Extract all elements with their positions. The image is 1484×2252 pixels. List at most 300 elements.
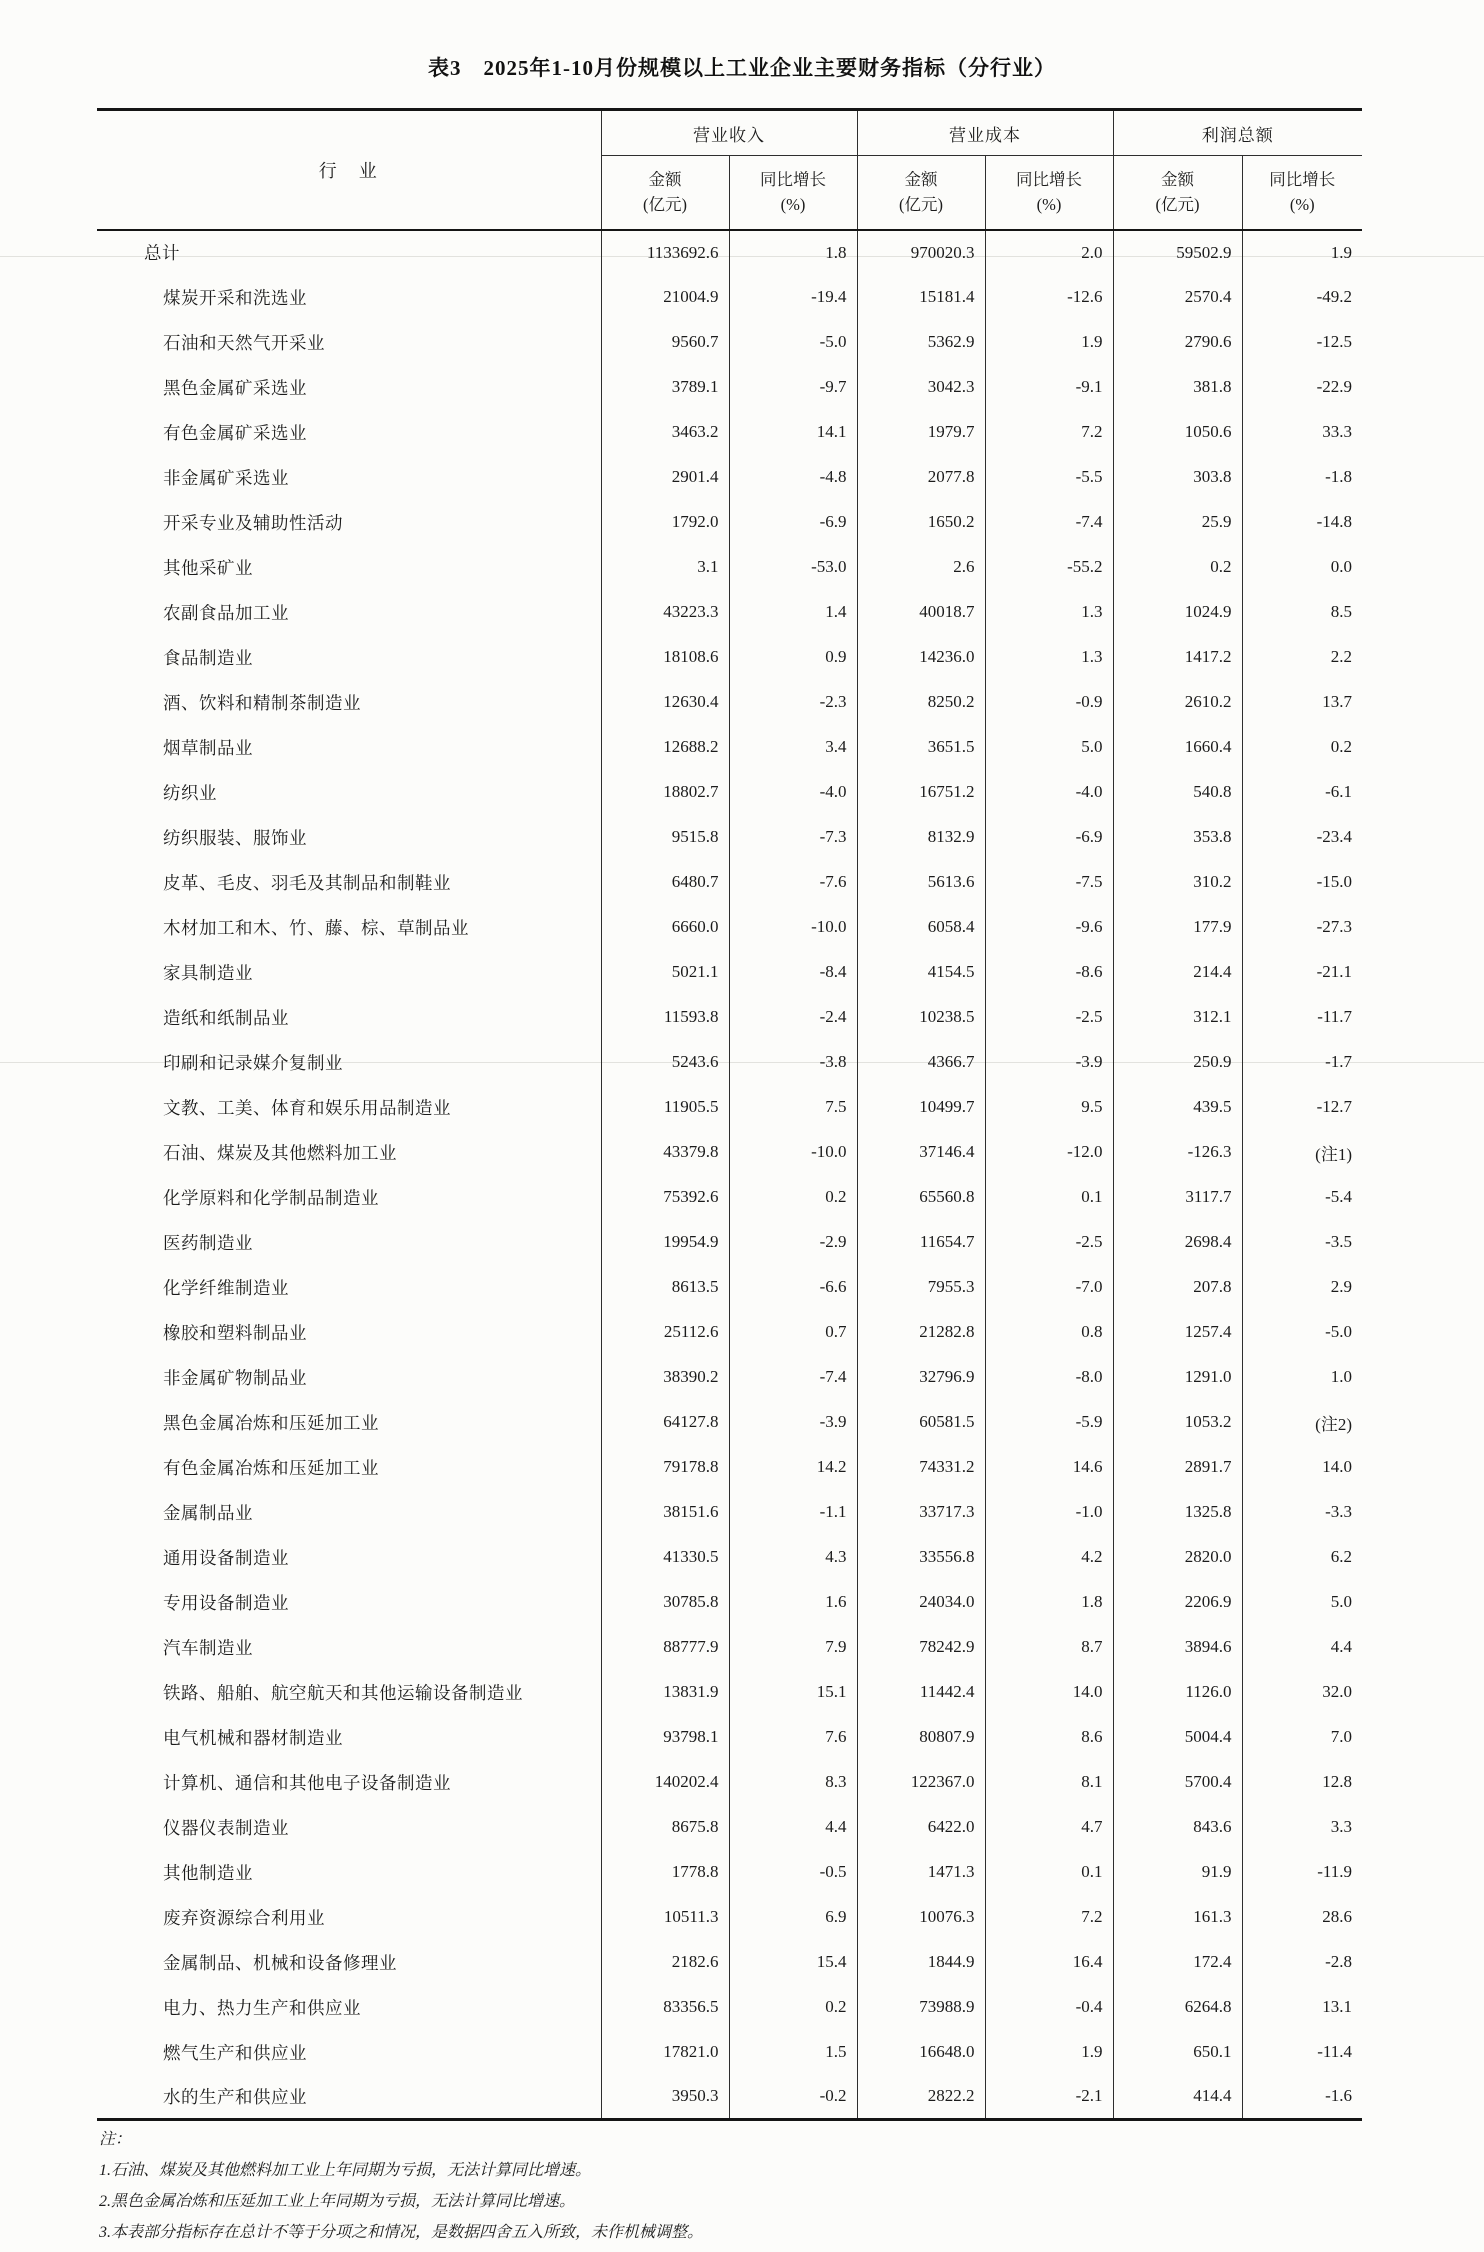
value-cell: 65560.8 xyxy=(857,1175,985,1220)
value-cell: -2.5 xyxy=(985,995,1113,1040)
value-cell: 13.7 xyxy=(1242,680,1362,725)
value-cell: 1.9 xyxy=(985,2030,1113,2075)
value-cell: 5.0 xyxy=(985,725,1113,770)
group-header-row xyxy=(97,110,1362,156)
value-cell: -0.5 xyxy=(729,1850,857,1895)
table-row xyxy=(97,860,1362,905)
value-cell: 74331.2 xyxy=(857,1445,985,1490)
value-cell: -19.4 xyxy=(729,275,857,320)
value-cell: 43223.3 xyxy=(601,590,729,635)
value-cell: 0.1 xyxy=(985,1175,1113,1220)
value-cell: 3894.6 xyxy=(1113,1625,1242,1670)
value-cell: -53.0 xyxy=(729,545,857,590)
value-cell: 2698.4 xyxy=(1113,1220,1242,1265)
sub-header-revenue-amount xyxy=(601,156,729,230)
value-cell: 4.4 xyxy=(729,1805,857,1850)
value-cell: 59502.9 xyxy=(1113,230,1242,275)
growth-label: 同比增长 xyxy=(1016,170,1082,190)
sub-header-profit-growth xyxy=(1242,156,1362,230)
value-cell: 0.2 xyxy=(1113,545,1242,590)
value-cell: -1.1 xyxy=(729,1490,857,1535)
table-row xyxy=(97,2030,1362,2075)
value-cell: 64127.8 xyxy=(601,1400,729,1445)
value-cell: 7.5 xyxy=(729,1085,857,1130)
value-cell: 177.9 xyxy=(1113,905,1242,950)
value-cell: 13831.9 xyxy=(601,1670,729,1715)
value-cell: 1.8 xyxy=(985,1580,1113,1625)
value-cell: 0.1 xyxy=(985,1850,1113,1895)
sub-header-cost-growth xyxy=(985,156,1113,230)
growth-unit: (%) xyxy=(1036,195,1062,215)
value-cell: 16.4 xyxy=(985,1940,1113,1985)
value-cell: 14236.0 xyxy=(857,635,985,680)
value-cell: 2820.0 xyxy=(1113,1535,1242,1580)
industry-label: 化学原料和化学制品制造业 xyxy=(163,1187,379,1208)
value-cell: -5.4 xyxy=(1242,1175,1362,1220)
industry-label: 纺织服装、服饰业 xyxy=(163,827,307,848)
amount-label: 金额 xyxy=(1161,170,1194,190)
value-cell: 303.8 xyxy=(1113,455,1242,500)
value-cell: -12.0 xyxy=(985,1130,1113,1175)
value-cell: -15.0 xyxy=(1242,860,1362,905)
page-title: 表3 2025年1-10月份规模以上工业企业主要财务指标（分行业） xyxy=(428,56,1056,80)
table-row xyxy=(97,635,1362,680)
table-row xyxy=(97,995,1362,1040)
value-cell: 1053.2 xyxy=(1113,1400,1242,1445)
value-cell: 91.9 xyxy=(1113,1850,1242,1895)
value-cell: -1.7 xyxy=(1242,1040,1362,1085)
value-cell: 0.8 xyxy=(985,1310,1113,1355)
value-cell: 3463.2 xyxy=(601,410,729,455)
value-cell: -9.6 xyxy=(985,905,1113,950)
value-cell: -4.8 xyxy=(729,455,857,500)
value-cell: 14.6 xyxy=(985,1445,1113,1490)
value-cell: 93798.1 xyxy=(601,1715,729,1760)
growth-label: 同比增长 xyxy=(760,170,826,190)
table-row xyxy=(97,1535,1362,1580)
value-cell: 5243.6 xyxy=(601,1040,729,1085)
industry-label: 皮革、毛皮、羽毛及其制品和制鞋业 xyxy=(163,872,451,893)
industry-label: 计算机、通信和其他电子设备制造业 xyxy=(163,1772,451,1793)
value-cell: -1.6 xyxy=(1242,2075,1362,2120)
value-cell: 0.9 xyxy=(729,635,857,680)
value-cell: 0.0 xyxy=(1242,545,1362,590)
industry-label: 非金属矿采选业 xyxy=(163,467,289,488)
value-cell: 843.6 xyxy=(1113,1805,1242,1850)
value-cell: -1.0 xyxy=(985,1490,1113,1535)
value-cell: 381.8 xyxy=(1113,365,1242,410)
table-body xyxy=(97,230,1362,2120)
value-cell: 1979.7 xyxy=(857,410,985,455)
note-item: 3.本表部分指标存在总计不等于分项之和情况，是数据四舍五入所致，未作机械调整。 xyxy=(99,2224,704,2241)
value-cell: -7.4 xyxy=(985,500,1113,545)
table-row xyxy=(97,1805,1362,1850)
value-cell: 7.9 xyxy=(729,1625,857,1670)
value-cell: 161.3 xyxy=(1113,1895,1242,1940)
value-cell: 14.0 xyxy=(1242,1445,1362,1490)
industry-label: 电力、热力生产和供应业 xyxy=(163,1997,361,2018)
value-cell: 1257.4 xyxy=(1113,1310,1242,1355)
table-row xyxy=(97,1850,1362,1895)
value-cell: -4.0 xyxy=(729,770,857,815)
note-item: 1.石油、煤炭及其他燃料加工业上年同期为亏损，无法计算同比增速。 xyxy=(99,2162,592,2179)
value-cell: -0.2 xyxy=(729,2075,857,2120)
value-cell: 7.2 xyxy=(985,410,1113,455)
industry-label: 通用设备制造业 xyxy=(163,1547,289,1568)
value-cell: 60581.5 xyxy=(857,1400,985,1445)
value-cell: 4.7 xyxy=(985,1805,1113,1850)
value-cell: -3.9 xyxy=(985,1040,1113,1085)
industry-label: 水的生产和供应业 xyxy=(163,2086,307,2107)
value-cell: 12688.2 xyxy=(601,725,729,770)
industry-label: 专用设备制造业 xyxy=(163,1592,289,1613)
table-row xyxy=(97,275,1362,320)
table-row xyxy=(97,770,1362,815)
value-cell: 172.4 xyxy=(1113,1940,1242,1985)
value-cell: 2610.2 xyxy=(1113,680,1242,725)
value-cell: 10076.3 xyxy=(857,1895,985,1940)
value-cell: 207.8 xyxy=(1113,1265,1242,1310)
value-cell: 10238.5 xyxy=(857,995,985,1040)
value-cell: -5.5 xyxy=(985,455,1113,500)
value-cell: -11.4 xyxy=(1242,2030,1362,2075)
value-cell: 0.2 xyxy=(729,1985,857,2030)
table-row xyxy=(97,1310,1362,1355)
value-cell: 15181.4 xyxy=(857,275,985,320)
value-cell: 33717.3 xyxy=(857,1490,985,1535)
value-cell: -22.9 xyxy=(1242,365,1362,410)
value-cell: -11.9 xyxy=(1242,1850,1362,1895)
financial-indicators-table xyxy=(97,108,1362,2121)
table-row xyxy=(97,1400,1362,1445)
value-cell: -2.5 xyxy=(985,1220,1113,1265)
value-cell: 25112.6 xyxy=(601,1310,729,1355)
value-cell: -4.0 xyxy=(985,770,1113,815)
industry-label: 非金属矿物制品业 xyxy=(163,1367,307,1388)
table-row xyxy=(97,1985,1362,2030)
value-cell: 2.9 xyxy=(1242,1265,1362,1310)
value-cell: -6.9 xyxy=(985,815,1113,860)
value-cell: 1.9 xyxy=(1242,230,1362,275)
value-cell: -6.6 xyxy=(729,1265,857,1310)
value-cell: 1126.0 xyxy=(1113,1670,1242,1715)
value-cell: 25.9 xyxy=(1113,500,1242,545)
value-cell: 6264.8 xyxy=(1113,1985,1242,2030)
value-cell: 15.4 xyxy=(729,1940,857,1985)
sub-header-profit-amount xyxy=(1113,156,1242,230)
value-cell: 7955.3 xyxy=(857,1265,985,1310)
industry-label: 有色金属矿采选业 xyxy=(163,422,307,443)
table-row xyxy=(97,410,1362,455)
value-cell: 43379.8 xyxy=(601,1130,729,1175)
value-cell: 79178.8 xyxy=(601,1445,729,1490)
value-cell: -10.0 xyxy=(729,905,857,950)
value-cell: 3.3 xyxy=(1242,1805,1362,1850)
value-cell: -21.1 xyxy=(1242,950,1362,995)
value-cell: (注2) xyxy=(1242,1400,1362,1445)
value-cell: 24034.0 xyxy=(857,1580,985,1625)
value-cell: -49.2 xyxy=(1242,275,1362,320)
table-row xyxy=(97,1175,1362,1220)
value-cell: 8675.8 xyxy=(601,1805,729,1850)
value-cell: 38390.2 xyxy=(601,1355,729,1400)
table-row xyxy=(97,1130,1362,1175)
value-cell: -2.3 xyxy=(729,680,857,725)
industry-label: 汽车制造业 xyxy=(163,1637,253,1658)
value-cell: 18802.7 xyxy=(601,770,729,815)
value-cell: 3.4 xyxy=(729,725,857,770)
value-cell: -8.0 xyxy=(985,1355,1113,1400)
value-cell: 1024.9 xyxy=(1113,590,1242,635)
value-cell: 8.3 xyxy=(729,1760,857,1805)
value-cell: 3789.1 xyxy=(601,365,729,410)
value-cell: -7.0 xyxy=(985,1265,1113,1310)
value-cell: 3950.3 xyxy=(601,2075,729,2120)
value-cell: 0.7 xyxy=(729,1310,857,1355)
value-cell: -0.9 xyxy=(985,680,1113,725)
value-cell: 5700.4 xyxy=(1113,1760,1242,1805)
table-row xyxy=(97,320,1362,365)
value-cell: 310.2 xyxy=(1113,860,1242,905)
value-cell: 2790.6 xyxy=(1113,320,1242,365)
value-cell: 9515.8 xyxy=(601,815,729,860)
growth-unit: (%) xyxy=(1289,195,1315,215)
value-cell: 3.1 xyxy=(601,545,729,590)
value-cell: 4.3 xyxy=(729,1535,857,1580)
value-cell: -126.3 xyxy=(1113,1130,1242,1175)
value-cell: -23.4 xyxy=(1242,815,1362,860)
value-cell: 30785.8 xyxy=(601,1580,729,1625)
value-cell: 1417.2 xyxy=(1113,635,1242,680)
value-cell: 650.1 xyxy=(1113,2030,1242,2075)
value-cell: -9.1 xyxy=(985,365,1113,410)
value-cell: 3117.7 xyxy=(1113,1175,1242,1220)
value-cell: 75392.6 xyxy=(601,1175,729,1220)
group-header-cost: 营业成本 xyxy=(857,110,1113,156)
value-cell: 1.4 xyxy=(729,590,857,635)
table-row xyxy=(97,1085,1362,1130)
value-cell: 2.6 xyxy=(857,545,985,590)
value-cell: -2.8 xyxy=(1242,1940,1362,1985)
value-cell: 312.1 xyxy=(1113,995,1242,1040)
value-cell: 8.1 xyxy=(985,1760,1113,1805)
value-cell: 1291.0 xyxy=(1113,1355,1242,1400)
value-cell: 7.0 xyxy=(1242,1715,1362,1760)
table-row xyxy=(97,725,1362,770)
table-row xyxy=(97,1580,1362,1625)
industry-label: 煤炭开采和洗选业 xyxy=(163,287,307,308)
value-cell: -3.8 xyxy=(729,1040,857,1085)
value-cell: 8250.2 xyxy=(857,680,985,725)
table-row xyxy=(97,365,1362,410)
value-cell: 1844.9 xyxy=(857,1940,985,1985)
value-cell: 88777.9 xyxy=(601,1625,729,1670)
value-cell: 16648.0 xyxy=(857,2030,985,2075)
industry-label: 石油和天然气开采业 xyxy=(163,332,325,353)
industry-label: 化学纤维制造业 xyxy=(163,1277,289,1298)
notes-list xyxy=(99,2155,1399,2248)
value-cell: 6422.0 xyxy=(857,1805,985,1850)
value-cell: 2901.4 xyxy=(601,455,729,500)
table-row xyxy=(97,950,1362,995)
value-cell: 540.8 xyxy=(1113,770,1242,815)
table-row xyxy=(97,590,1362,635)
value-cell: -6.1 xyxy=(1242,770,1362,815)
value-cell: 19954.9 xyxy=(601,1220,729,1265)
group-header-revenue: 营业收入 xyxy=(601,110,857,156)
industry-label: 其他制造业 xyxy=(163,1862,253,1883)
value-cell: 6480.7 xyxy=(601,860,729,905)
value-cell: 5362.9 xyxy=(857,320,985,365)
value-cell: 0.2 xyxy=(1242,725,1362,770)
notes-label: 注： xyxy=(99,2131,132,2148)
value-cell: -2.1 xyxy=(985,2075,1113,2120)
value-cell: 33.3 xyxy=(1242,410,1362,455)
value-cell: 11593.8 xyxy=(601,995,729,1040)
value-cell: -12.6 xyxy=(985,275,1113,320)
amount-unit: (亿元) xyxy=(899,195,943,215)
value-cell: 8.6 xyxy=(985,1715,1113,1760)
value-cell: 10499.7 xyxy=(857,1085,985,1130)
value-cell: 12.8 xyxy=(1242,1760,1362,1805)
value-cell: 2077.8 xyxy=(857,455,985,500)
value-cell: 12630.4 xyxy=(601,680,729,725)
table-row xyxy=(97,1670,1362,1715)
value-cell: 2891.7 xyxy=(1113,1445,1242,1490)
value-cell: 2206.9 xyxy=(1113,1580,1242,1625)
table-row xyxy=(97,1265,1362,1310)
value-cell: 14.1 xyxy=(729,410,857,455)
value-cell: -11.7 xyxy=(1242,995,1362,1040)
value-cell: 32.0 xyxy=(1242,1670,1362,1715)
value-cell: 16751.2 xyxy=(857,770,985,815)
value-cell: 2.2 xyxy=(1242,635,1362,680)
value-cell: -12.5 xyxy=(1242,320,1362,365)
table-row xyxy=(97,1490,1362,1535)
value-cell: 14.0 xyxy=(985,1670,1113,1715)
table-row xyxy=(97,1040,1362,1085)
value-cell: 6660.0 xyxy=(601,905,729,950)
growth-label: 同比增长 xyxy=(1269,170,1336,190)
value-cell: 1.0 xyxy=(1242,1355,1362,1400)
table-row xyxy=(97,2075,1362,2120)
value-cell: -10.0 xyxy=(729,1130,857,1175)
value-cell: 439.5 xyxy=(1113,1085,1242,1130)
industry-label: 总计 xyxy=(144,243,180,263)
industry-label: 燃气生产和供应业 xyxy=(163,2042,307,2063)
table-row xyxy=(97,905,1362,950)
industry-label: 橡胶和塑料制品业 xyxy=(163,1322,307,1343)
value-cell: -14.8 xyxy=(1242,500,1362,545)
industry-label: 金属制品、机械和设备修理业 xyxy=(163,1952,397,1973)
table-row xyxy=(97,1715,1362,1760)
value-cell: 1.6 xyxy=(729,1580,857,1625)
value-cell: -9.7 xyxy=(729,365,857,410)
value-cell: 2182.6 xyxy=(601,1940,729,1985)
value-cell: 37146.4 xyxy=(857,1130,985,1175)
industry-label: 烟草制品业 xyxy=(163,737,253,758)
value-cell: -1.8 xyxy=(1242,455,1362,500)
amount-unit: (亿元) xyxy=(1155,195,1200,215)
value-cell: 11905.5 xyxy=(601,1085,729,1130)
table-row xyxy=(97,815,1362,860)
value-cell: -3.9 xyxy=(729,1400,857,1445)
value-cell: 353.8 xyxy=(1113,815,1242,860)
value-cell: 122367.0 xyxy=(857,1760,985,1805)
industry-label: 食品制造业 xyxy=(163,647,253,668)
value-cell: 1325.8 xyxy=(1113,1490,1242,1535)
industry-label: 开采专业及辅助性活动 xyxy=(163,512,343,533)
value-cell: 0.2 xyxy=(729,1175,857,1220)
value-cell: 73988.9 xyxy=(857,1985,985,2030)
value-cell: -8.6 xyxy=(985,950,1113,995)
value-cell: 15.1 xyxy=(729,1670,857,1715)
value-cell: 8613.5 xyxy=(601,1265,729,1310)
value-cell: 10511.3 xyxy=(601,1895,729,1940)
amount-label: 金额 xyxy=(904,170,938,190)
table-row xyxy=(97,1220,1362,1265)
value-cell: -2.4 xyxy=(729,995,857,1040)
amount-label: 金额 xyxy=(648,170,682,190)
industry-column-header: 行 业 xyxy=(97,110,601,230)
value-cell: -3.5 xyxy=(1242,1220,1362,1265)
table-row xyxy=(97,1940,1362,1985)
value-cell: 1050.6 xyxy=(1113,410,1242,455)
value-cell: 4.2 xyxy=(985,1535,1113,1580)
industry-label: 黑色金属冶炼和压延加工业 xyxy=(163,1412,379,1433)
industry-label: 有色金属冶炼和压延加工业 xyxy=(163,1457,379,1478)
industry-label: 石油、煤炭及其他燃料加工业 xyxy=(163,1142,397,1163)
growth-unit: (%) xyxy=(780,195,806,215)
value-cell: 18108.6 xyxy=(601,635,729,680)
value-cell: 5613.6 xyxy=(857,860,985,905)
value-cell: -6.9 xyxy=(729,500,857,545)
value-cell: 11442.4 xyxy=(857,1670,985,1715)
value-cell: 1.5 xyxy=(729,2030,857,2075)
value-cell: 78242.9 xyxy=(857,1625,985,1670)
industry-label: 农副食品加工业 xyxy=(163,602,289,623)
industry-label: 仪器仪表制造业 xyxy=(163,1817,289,1838)
value-cell: -8.4 xyxy=(729,950,857,995)
industry-label: 铁路、船舶、航空航天和其他运输设备制造业 xyxy=(163,1682,523,1703)
value-cell: 2.0 xyxy=(985,230,1113,275)
value-cell: 38151.6 xyxy=(601,1490,729,1535)
table-row xyxy=(97,1445,1362,1490)
value-cell: (注1) xyxy=(1242,1130,1362,1175)
industry-label: 造纸和纸制品业 xyxy=(163,1007,289,1028)
value-cell: 250.9 xyxy=(1113,1040,1242,1085)
value-cell: 6.9 xyxy=(729,1895,857,1940)
value-cell: 1.8 xyxy=(729,230,857,275)
value-cell: -0.4 xyxy=(985,1985,1113,2030)
sub-header-cost-amount xyxy=(857,156,985,230)
value-cell: -7.4 xyxy=(729,1355,857,1400)
value-cell: 83356.5 xyxy=(601,1985,729,2030)
value-cell: 80807.9 xyxy=(857,1715,985,1760)
table-row xyxy=(97,1895,1362,1940)
note-item: 2.黑色金属冶炼和压延加工业上年同期为亏损，无法计算同比增速。 xyxy=(99,2193,576,2210)
value-cell: 14.2 xyxy=(729,1445,857,1490)
value-cell: 970020.3 xyxy=(857,230,985,275)
value-cell: 8132.9 xyxy=(857,815,985,860)
industry-label: 黑色金属矿采选业 xyxy=(163,377,307,398)
value-cell: 414.4 xyxy=(1113,2075,1242,2120)
value-cell: 3651.5 xyxy=(857,725,985,770)
value-cell: 4.4 xyxy=(1242,1625,1362,1670)
value-cell: 5021.1 xyxy=(601,950,729,995)
value-cell: 17821.0 xyxy=(601,2030,729,2075)
value-cell: 7.2 xyxy=(985,1895,1113,1940)
